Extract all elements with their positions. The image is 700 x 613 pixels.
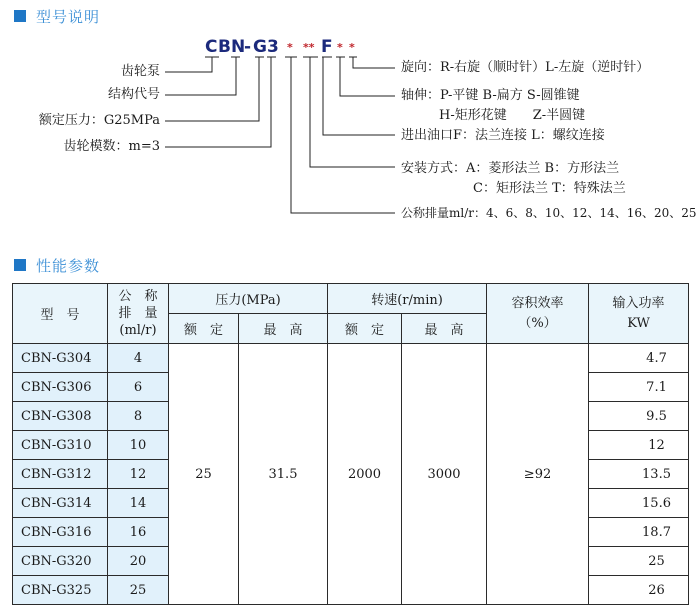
header-speed-max: 最 高 xyxy=(402,314,487,344)
cell-speed-rated: 2000 xyxy=(328,344,402,605)
cell-model: CBN-G310 xyxy=(13,431,108,460)
cell-displacement: 10 xyxy=(108,431,169,460)
cell-power: 4.7 xyxy=(589,344,689,373)
header-pressure: 压力(MPa) xyxy=(169,284,328,314)
cell-displacement: 4 xyxy=(108,344,169,373)
label-shaft-2: H-矩形花键 Z-半圆键 xyxy=(439,108,586,123)
cell-model: CBN-G320 xyxy=(13,547,108,576)
code-char: G xyxy=(253,37,267,57)
label-mount-1: 安装方式：A：菱形法兰 B：方形法兰 xyxy=(401,161,620,176)
section-title: 性能参数 xyxy=(36,256,101,275)
label-gear-module: 齿轮模数：m=3 xyxy=(63,139,160,154)
label-rotation: 旋向：R-右旋（顺时针）L-左旋（逆时针） xyxy=(401,60,650,75)
code-star: * xyxy=(337,41,343,54)
cell-power: 9.5 xyxy=(589,402,689,431)
cell-model: CBN-G308 xyxy=(13,402,108,431)
cell-model: CBN-G304 xyxy=(13,344,108,373)
cell-efficiency: ≥92 xyxy=(487,344,589,605)
header-displacement: 公 称 排 量 (ml/r) xyxy=(108,284,169,344)
code-char: C xyxy=(205,37,218,57)
header-pressure-max: 最 高 xyxy=(239,314,328,344)
cell-displacement: 12 xyxy=(108,460,169,489)
label-rated-pressure: 额定压力：G25MPa xyxy=(38,113,160,128)
header-pressure-rated: 额 定 xyxy=(169,314,239,344)
header-efficiency: 容积效率 （%） xyxy=(487,284,589,344)
section-title: 型号说明 xyxy=(36,7,101,26)
cell-power: 13.5 xyxy=(589,460,689,489)
header-model: 型 号 xyxy=(13,284,108,344)
cell-displacement: 25 xyxy=(108,576,169,605)
cell-model: CBN-G312 xyxy=(13,460,108,489)
cell-speed-max: 3000 xyxy=(402,344,487,605)
header-speed: 转速(r/min) xyxy=(328,284,487,314)
cell-pressure-rated: 25 xyxy=(169,344,239,605)
cell-power: 15.6 xyxy=(589,489,689,518)
model-code-diagram xyxy=(0,0,700,240)
cell-displacement: 8 xyxy=(108,402,169,431)
cell-displacement: 16 xyxy=(108,518,169,547)
cell-power: 18.7 xyxy=(589,518,689,547)
cell-model: CBN-G325 xyxy=(13,576,108,605)
label-port: 进出油口F：法兰连接 L：螺纹连接 xyxy=(401,128,605,143)
header-power: 输入功率 KW xyxy=(589,284,689,344)
code-char: - xyxy=(244,37,252,57)
code-char: 3 xyxy=(267,37,279,57)
code-char: N xyxy=(231,37,246,57)
cell-power: 26 xyxy=(589,576,689,605)
cell-displacement: 6 xyxy=(108,373,169,402)
code-char: F xyxy=(321,37,333,57)
code-star: * xyxy=(287,41,293,54)
performance-table xyxy=(12,283,689,605)
label-displacement: 公称排量ml/r：4、6、8、10、12、14、16、20、25 xyxy=(401,206,697,220)
cell-model: CBN-G306 xyxy=(13,373,108,402)
cell-displacement: 20 xyxy=(108,547,169,576)
cell-power: 12 xyxy=(589,431,689,460)
header-speed-rated: 额 定 xyxy=(328,314,402,344)
label-mount-2: C：矩形法兰 T：特殊法兰 xyxy=(473,181,626,196)
code-char: B xyxy=(218,37,231,57)
table-row xyxy=(13,344,689,373)
cell-displacement: 14 xyxy=(108,489,169,518)
code-star: ** xyxy=(303,41,315,54)
cell-model: CBN-G316 xyxy=(13,518,108,547)
code-star: * xyxy=(349,41,355,54)
section-square-icon xyxy=(14,259,26,271)
cell-pressure-max: 31.5 xyxy=(239,344,328,605)
label-gear-pump: 齿轮泵 xyxy=(120,64,160,79)
cell-power: 25 xyxy=(589,547,689,576)
section-performance xyxy=(14,255,100,275)
label-structure-code: 结构代号 xyxy=(107,87,160,102)
label-shaft-1: 轴伸：P-平键 B-扁方 S-圆锥键 xyxy=(401,88,580,103)
cell-model: CBN-G314 xyxy=(13,489,108,518)
cell-power: 7.1 xyxy=(589,373,689,402)
